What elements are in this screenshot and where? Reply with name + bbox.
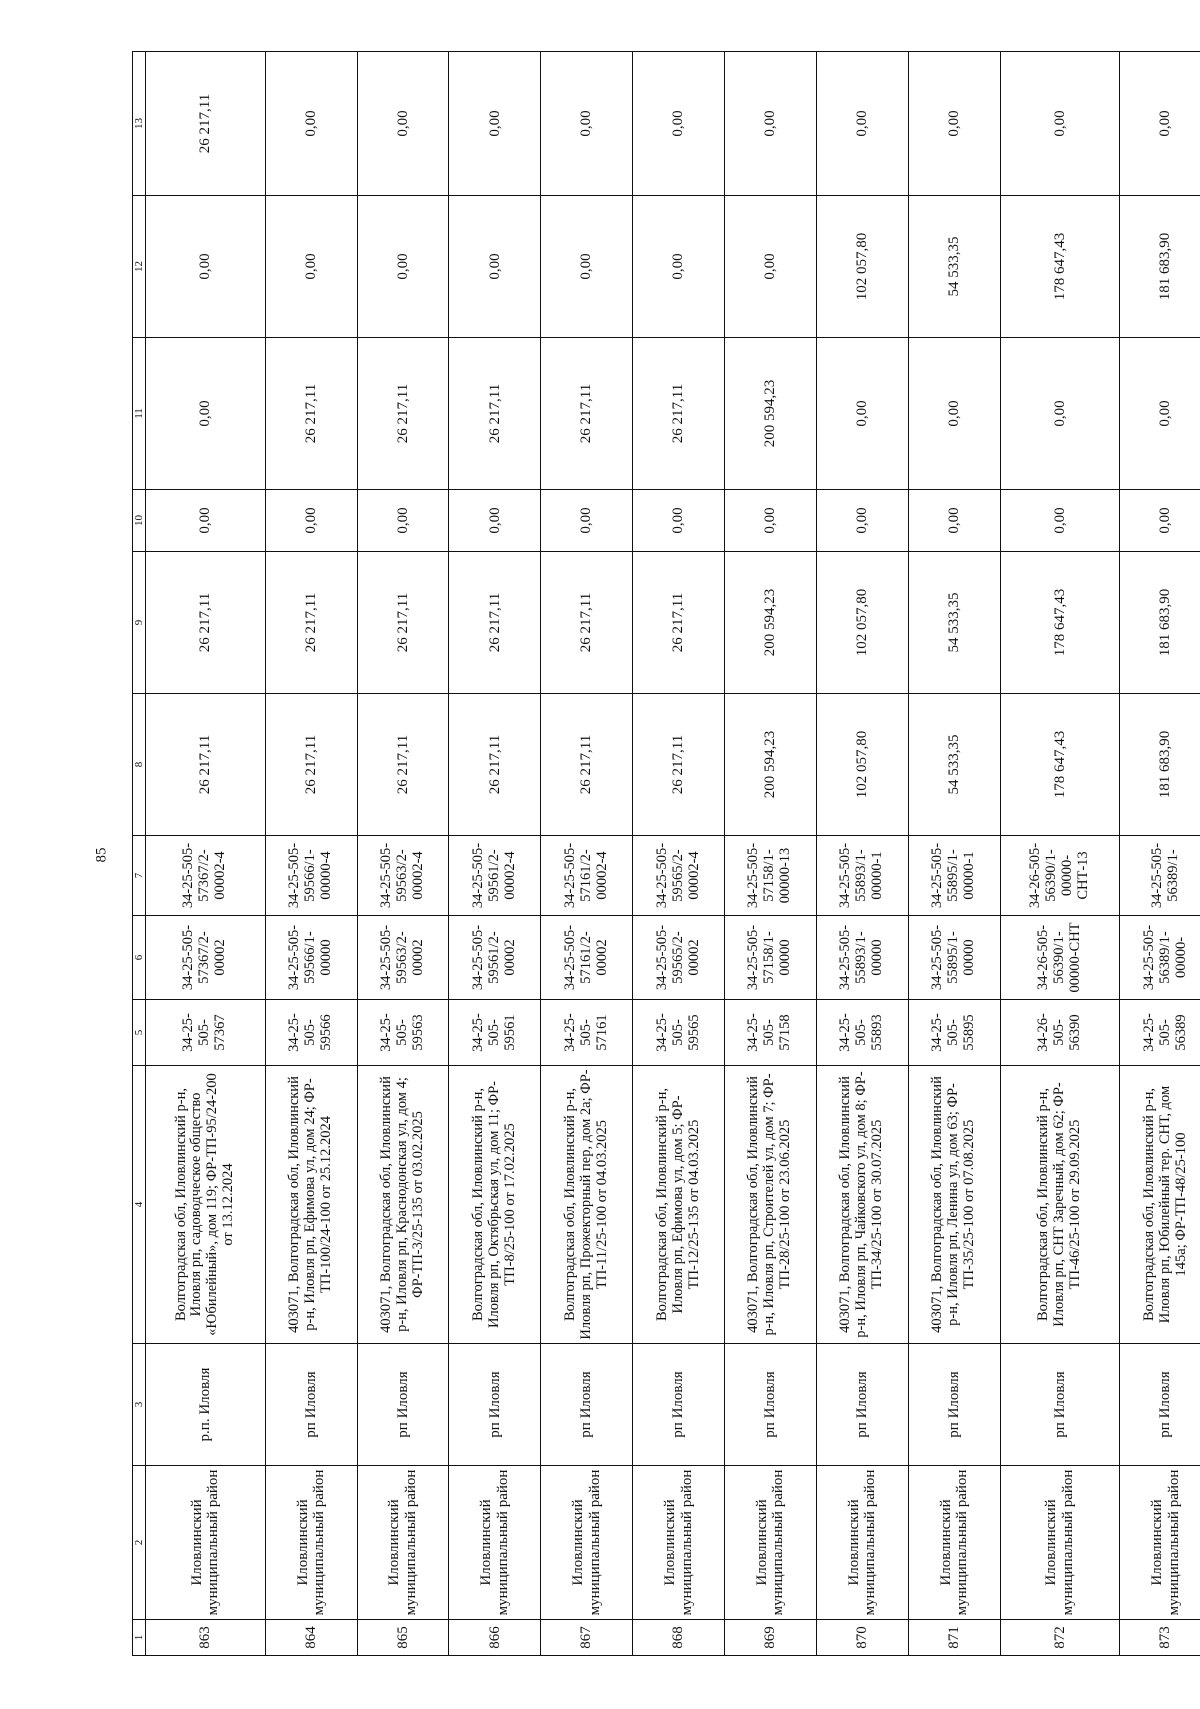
- column-header: 11: [133, 338, 146, 490]
- settlement-cell: рп Иловля: [633, 1344, 725, 1466]
- amount-cell: 102 057,80: [816, 196, 908, 338]
- row-number-cell: 866: [449, 1620, 541, 1656]
- settlement-cell: р.п. Иловля: [146, 1344, 266, 1466]
- row-number-cell: 869: [724, 1620, 816, 1656]
- amount-cell: 26 217,11: [449, 338, 541, 490]
- registry-sheet-rotated: [132, 52, 1200, 1656]
- amount-cell: 54 533,35: [908, 694, 1000, 836]
- row-number-cell: 870: [816, 1620, 908, 1656]
- district-cell: Иловлинский муниципальный район: [724, 1466, 816, 1620]
- address-cell: Волгоградская обл, Иловлинский р-н, Иловля рп, Юбилейный тер. СНТ, дом 145а; ФР-ТП-48/25-100: [1120, 1066, 1200, 1344]
- amount-cell: 0,00: [816, 338, 908, 490]
- column-header: 13: [133, 52, 146, 196]
- amount-cell: 26 217,11: [357, 694, 449, 836]
- amount-cell: 0,00: [1120, 338, 1200, 490]
- amount-cell: 181 683,90: [1120, 694, 1200, 836]
- district-cell: Иловлинский муниципальный район: [1120, 1466, 1200, 1620]
- code-cell: 34-25-505-59563/2-00002: [357, 916, 449, 1000]
- address-cell: Волгоградская обл, Иловлинский р-н, Иловля рп, Прожекторный пер, дом 2а; ФР-ТП-11/25-100 от 04.03.2025: [541, 1066, 633, 1344]
- table-row: [816, 52, 908, 1656]
- amount-cell: 181 683,90: [1120, 196, 1200, 338]
- amount-cell: 0,00: [541, 52, 633, 196]
- district-cell: Иловлинский муниципальный район: [357, 1466, 449, 1620]
- table-row: [541, 52, 633, 1656]
- amount-cell: 178 647,43: [1000, 552, 1120, 694]
- row-number-cell: 863: [146, 1620, 266, 1656]
- amount-cell: 26 217,11: [265, 338, 357, 490]
- code-cell: 34-25-505-57158/1-00000-13: [724, 836, 816, 916]
- code-cell: 34-25-505-57367: [146, 1000, 266, 1066]
- code-cell: 34-25-505-55895/1-00000: [908, 916, 1000, 1000]
- column-header: 1: [133, 1620, 146, 1656]
- registry-sheet: [132, 52, 1200, 1656]
- district-cell: Иловлинский муниципальный район: [541, 1466, 633, 1620]
- column-header: 4: [133, 1066, 146, 1344]
- row-number-cell: 864: [265, 1620, 357, 1656]
- amount-cell: 26 217,11: [265, 694, 357, 836]
- amount-cell: 178 647,43: [1000, 196, 1120, 338]
- amount-cell: 0,00: [1000, 490, 1120, 552]
- code-cell: 34-25-505-57161/2-00002-4: [541, 836, 633, 916]
- page-number: [92, 0, 112, 1709]
- amount-cell: 181 683,90: [1120, 552, 1200, 694]
- amount-cell: 0,00: [633, 52, 725, 196]
- code-cell: 34-25-505-59561/2-00002: [449, 916, 541, 1000]
- column-header: 3: [133, 1344, 146, 1466]
- registry-table: [132, 51, 1200, 1656]
- amount-cell: 0,00: [908, 338, 1000, 490]
- table-row: [724, 52, 816, 1656]
- code-cell: 34-25-505-57158: [724, 1000, 816, 1066]
- amount-cell: 0,00: [633, 490, 725, 552]
- amount-cell: 54 533,35: [908, 552, 1000, 694]
- amount-cell: 200 594,23: [724, 338, 816, 490]
- amount-cell: 0,00: [146, 490, 266, 552]
- address-cell: Волгоградская обл, Иловлинский р-н, Иловля рп, Октябрьская ул, дом 11; ФР-ТП-8/25-100 от 17.02.2025: [449, 1066, 541, 1344]
- amount-cell: 0,00: [146, 338, 266, 490]
- amount-cell: 26 217,11: [633, 338, 725, 490]
- amount-cell: 0,00: [541, 196, 633, 338]
- amount-cell: 0,00: [724, 52, 816, 196]
- amount-cell: 0,00: [633, 196, 725, 338]
- amount-cell: 26 217,11: [146, 694, 266, 836]
- amount-cell: 26 217,11: [541, 338, 633, 490]
- table-row: [265, 52, 357, 1656]
- code-cell: 34-25-505-59563: [357, 1000, 449, 1066]
- district-cell: Иловлинский муниципальный район: [633, 1466, 725, 1620]
- column-header: 5: [133, 1000, 146, 1066]
- amount-cell: 0,00: [449, 490, 541, 552]
- amount-cell: 102 057,80: [816, 694, 908, 836]
- amount-cell: 0,00: [146, 196, 266, 338]
- address-cell: 403071, Волгоградская обл, Иловлинский р-н, Иловля рп, Ефимова ул, дом 24; ФР-ТП-100/24-100 от 25.12.2024: [265, 1066, 357, 1344]
- row-number-cell: 872: [1000, 1620, 1120, 1656]
- table-row: [1120, 52, 1200, 1656]
- amount-cell: 0,00: [816, 52, 908, 196]
- amount-cell: 0,00: [449, 52, 541, 196]
- amount-cell: 0,00: [265, 52, 357, 196]
- code-cell: 34-25-505-57158/1-00000: [724, 916, 816, 1000]
- row-number-cell: 865: [357, 1620, 449, 1656]
- amount-cell: 26 217,11: [357, 338, 449, 490]
- code-cell: 34-25-505-56389: [1120, 1000, 1200, 1066]
- amount-cell: 26 217,11: [146, 552, 266, 694]
- column-header: 12: [133, 196, 146, 338]
- code-cell: 34-25-505-59566/1-00000: [265, 916, 357, 1000]
- row-number-cell: 868: [633, 1620, 725, 1656]
- code-cell: 34-25-505-59563/2-00002-4: [357, 836, 449, 916]
- amount-cell: 0,00: [908, 490, 1000, 552]
- column-header: 6: [133, 916, 146, 1000]
- address-cell: 403071, Волгоградская обл, Иловлинский р-н, Иловля рп, Краснодонская ул, дом 4; ФР-ТП-3/25-135 от 03.02.2025: [357, 1066, 449, 1344]
- code-cell: 34-25-505-55895/1-00000-1: [908, 836, 1000, 916]
- settlement-cell: рп Иловля: [1000, 1344, 1120, 1466]
- amount-cell: 0,00: [1000, 338, 1120, 490]
- amount-cell: 26 217,11: [449, 694, 541, 836]
- code-cell: 34-25-505-59561/2-00002-4: [449, 836, 541, 916]
- code-cell: 34-26-505-56390/1-00000-СНТ-13: [1000, 836, 1120, 916]
- table-header: [133, 52, 146, 1656]
- table-row: [1000, 52, 1120, 1656]
- settlement-cell: рп Иловля: [265, 1344, 357, 1466]
- table-row: [908, 52, 1000, 1656]
- amount-cell: 0,00: [724, 490, 816, 552]
- amount-cell: 26 217,11: [146, 52, 266, 196]
- column-header: 7: [133, 836, 146, 916]
- address-cell: 403071, Волгоградская обл, Иловлинский р-н, Иловля рп, Строителей ул, дом 7; ФР-ТП-28/25-100 от 23.06.2025: [724, 1066, 816, 1344]
- row-number-cell: 867: [541, 1620, 633, 1656]
- amount-cell: 26 217,11: [541, 694, 633, 836]
- table-body: [146, 52, 1200, 1656]
- settlement-cell: рп Иловля: [449, 1344, 541, 1466]
- amount-cell: 54 533,35: [908, 196, 1000, 338]
- settlement-cell: рп Иловля: [816, 1344, 908, 1466]
- amount-cell: 200 594,23: [724, 694, 816, 836]
- table-row: [449, 52, 541, 1656]
- column-header: 9: [133, 552, 146, 694]
- district-cell: Иловлинский муниципальный район: [908, 1466, 1000, 1620]
- code-cell: 34-25-505-57367/2-00002-4: [146, 836, 266, 916]
- settlement-cell: рп Иловля: [541, 1344, 633, 1466]
- settlement-cell: рп Иловля: [1120, 1344, 1200, 1466]
- settlement-cell: рп Иловля: [357, 1344, 449, 1466]
- code-cell: 34-25-505-59566/1-00000-4: [265, 836, 357, 916]
- amount-cell: 0,00: [816, 490, 908, 552]
- amount-cell: 26 217,11: [633, 694, 725, 836]
- amount-cell: 0,00: [908, 52, 1000, 196]
- code-cell: 34-25-505-56389/1-00000-: [1120, 916, 1200, 1000]
- table-row: [633, 52, 725, 1656]
- address-cell: Волгоградская обл, Иловлинский р-н, Иловля рп, СНТ Заречный, дом 62; ФР-ТП-46/25-100 от 29.09.2025: [1000, 1066, 1120, 1344]
- district-cell: Иловлинский муниципальный район: [1000, 1466, 1120, 1620]
- amount-cell: 0,00: [265, 196, 357, 338]
- amount-cell: 0,00: [1120, 490, 1200, 552]
- code-cell: 34-25-505-57161/2-00002: [541, 916, 633, 1000]
- amount-cell: 26 217,11: [265, 552, 357, 694]
- amount-cell: 0,00: [724, 196, 816, 338]
- code-cell: 34-25-505-59566: [265, 1000, 357, 1066]
- amount-cell: 0,00: [449, 196, 541, 338]
- amount-cell: 0,00: [541, 490, 633, 552]
- code-cell: 34-25-505-57367/2-00002: [146, 916, 266, 1000]
- code-cell: 34-25-505-56389/1-: [1120, 836, 1200, 916]
- code-cell: 34-25-505-59561: [449, 1000, 541, 1066]
- amount-cell: 0,00: [265, 490, 357, 552]
- header-row: [133, 52, 146, 1656]
- district-cell: Иловлинский муниципальный район: [449, 1466, 541, 1620]
- amount-cell: 200 594,23: [724, 552, 816, 694]
- code-cell: 34-25-505-57161: [541, 1000, 633, 1066]
- table-row: [357, 52, 449, 1656]
- code-cell: 34-26-505-56390/1-00000-СНТ: [1000, 916, 1120, 1000]
- row-number-cell: 873: [1120, 1620, 1200, 1656]
- address-cell: Волгоградская обл, Иловлинский р-н, Иловля рп, Ефимова ул, дом 5; ФР-ТП-12/25-135 от 04.03.2025: [633, 1066, 725, 1344]
- column-header: 10: [133, 490, 146, 552]
- code-cell: 34-25-505-59565: [633, 1000, 725, 1066]
- amount-cell: 0,00: [1000, 52, 1120, 196]
- amount-cell: 0,00: [1120, 52, 1200, 196]
- amount-cell: 26 217,11: [541, 552, 633, 694]
- table-row: [146, 52, 266, 1656]
- amount-cell: 0,00: [357, 490, 449, 552]
- settlement-cell: рп Иловля: [908, 1344, 1000, 1466]
- amount-cell: 0,00: [357, 52, 449, 196]
- settlement-cell: рп Иловля: [724, 1344, 816, 1466]
- code-cell: 34-25-505-55893: [816, 1000, 908, 1066]
- address-cell: Волгоградская обл, Иловлинский р-н, Иловля рп, садоводческое общество «Юбилейный», дом 119; ФР-ТП-95/24-200 от 13.12.2024: [146, 1066, 266, 1344]
- row-number-cell: 871: [908, 1620, 1000, 1656]
- amount-cell: 26 217,11: [449, 552, 541, 694]
- amount-cell: 102 057,80: [816, 552, 908, 694]
- code-cell: 34-25-505-55893/1-00000: [816, 916, 908, 1000]
- column-header: 8: [133, 694, 146, 836]
- code-cell: 34-25-505-59565/2-00002-4: [633, 836, 725, 916]
- code-cell: 34-25-505-59565/2-00002: [633, 916, 725, 1000]
- district-cell: Иловлинский муниципальный район: [816, 1466, 908, 1620]
- address-cell: 403071, Волгоградская обл, Иловлинский р-н, Иловля рп, Чайковского ул, дом 8; ФР-ТП-34/25-100 от 30.07.2025: [816, 1066, 908, 1344]
- district-cell: Иловлинский муниципальный район: [265, 1466, 357, 1620]
- amount-cell: 178 647,43: [1000, 694, 1120, 836]
- amount-cell: 0,00: [357, 196, 449, 338]
- district-cell: Иловлинский муниципальный район: [146, 1466, 266, 1620]
- amount-cell: 26 217,11: [633, 552, 725, 694]
- code-cell: 34-25-505-55893/1-00000-1: [816, 836, 908, 916]
- code-cell: 34-25-505-55895: [908, 1000, 1000, 1066]
- address-cell: 403071, Волгоградская обл, Иловлинский р-н, Иловля рп, Ленина ул, дом 63; ФР-ТП-35/25-100 от 07.08.2025: [908, 1066, 1000, 1344]
- column-header: 2: [133, 1466, 146, 1620]
- code-cell: 34-26-505-56390: [1000, 1000, 1120, 1066]
- amount-cell: 26 217,11: [357, 552, 449, 694]
- page-number-text: 85: [93, 847, 110, 862]
